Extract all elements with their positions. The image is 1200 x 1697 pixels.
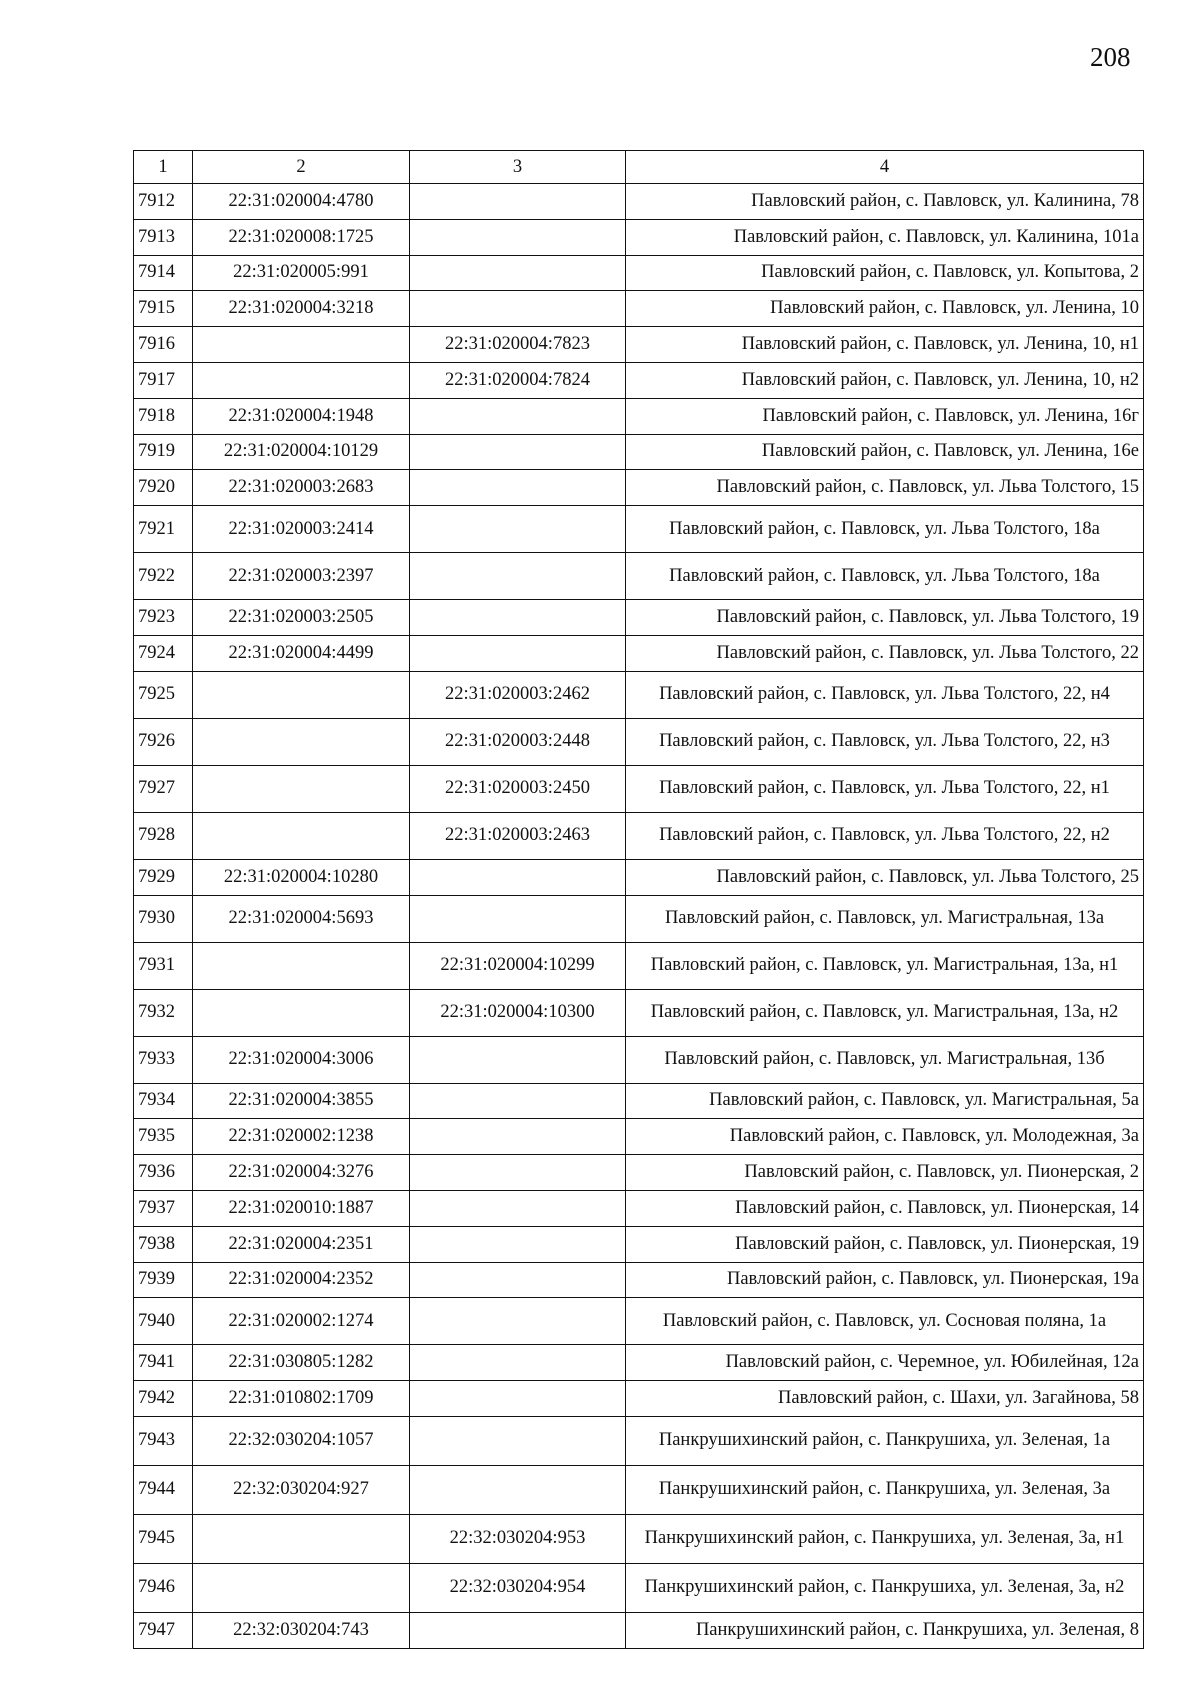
address-cell: Павловский район, с. Павловск, ул. Пионерская, 2	[626, 1155, 1144, 1191]
address-cell: Павловский район, с. Павловск, ул. Калинина, 78	[626, 184, 1144, 220]
cadastral-number-cell: 22:31:020004:3218	[193, 291, 410, 327]
table-row	[134, 812, 1144, 859]
cadastral-number-cell: 22:31:020004:2352	[193, 1262, 410, 1298]
sub-cadastral-number-cell	[410, 434, 626, 470]
cadastral-number-cell: 22:31:020002:1238	[193, 1119, 410, 1155]
cadastral-number-cell: 22:31:020002:1274	[193, 1298, 410, 1345]
cadastral-number-cell: 22:31:020004:4499	[193, 635, 410, 671]
row-number-cell: 7934	[134, 1083, 193, 1119]
address-cell: Павловский район, с. Павловск, ул. Магистральная, 5а	[626, 1083, 1144, 1119]
row-number-cell: 7937	[134, 1190, 193, 1226]
cadastral-number-cell	[193, 1514, 410, 1563]
table-row	[134, 1226, 1144, 1262]
address-cell: Павловский район, с. Павловск, ул. Калинина, 101а	[626, 219, 1144, 255]
row-number-cell: 7941	[134, 1345, 193, 1381]
address-cell: Павловский район, с. Павловск, ул. Льва Толстого, 18а	[626, 553, 1144, 600]
table-row	[134, 1036, 1144, 1083]
table-row	[134, 362, 1144, 398]
address-cell: Павловский район, с. Павловск, ул. Льва Толстого, 18а	[626, 506, 1144, 553]
row-number-cell: 7940	[134, 1298, 193, 1345]
sub-cadastral-number-cell	[410, 291, 626, 327]
cadastral-number-cell: 22:31:020003:2683	[193, 470, 410, 506]
row-number-cell: 7943	[134, 1416, 193, 1465]
cadastral-number-cell	[193, 989, 410, 1036]
table-row	[134, 1083, 1144, 1119]
address-cell: Панкрушихинский район, с. Панкрушиха, ул. Зеленая, 3а	[626, 1465, 1144, 1514]
cadastral-number-cell: 22:32:030204:743	[193, 1612, 410, 1648]
address-cell: Павловский район, с. Павловск, ул. Ленина, 10, н2	[626, 362, 1144, 398]
sub-cadastral-number-cell	[410, 1226, 626, 1262]
row-number-cell: 7914	[134, 255, 193, 291]
address-cell: Павловский район, с. Павловск, ул. Льва Толстого, 22, н2	[626, 812, 1144, 859]
cadastral-number-cell	[193, 362, 410, 398]
row-number-cell: 7942	[134, 1381, 193, 1417]
row-number-cell: 7932	[134, 989, 193, 1036]
cadastral-number-cell: 22:31:020004:3276	[193, 1155, 410, 1191]
row-number-cell: 7945	[134, 1514, 193, 1563]
row-number-cell: 7922	[134, 553, 193, 600]
address-cell: Павловский район, с. Павловск, ул. Пионерская, 19а	[626, 1262, 1144, 1298]
table-row	[134, 219, 1144, 255]
sub-cadastral-number-cell	[410, 255, 626, 291]
cadastral-number-cell: 22:31:020004:10129	[193, 434, 410, 470]
address-cell: Павловский район, с. Шахи, ул. Загайнова, 58	[626, 1381, 1144, 1417]
address-cell: Павловский район, с. Павловск, ул. Льва Толстого, 15	[626, 470, 1144, 506]
sub-cadastral-number-cell	[410, 1465, 626, 1514]
row-number-cell: 7939	[134, 1262, 193, 1298]
row-number-cell: 7915	[134, 291, 193, 327]
sub-cadastral-number-cell: 22:31:020003:2450	[410, 765, 626, 812]
address-cell: Павловский район, с. Павловск, ул. Ленина, 16е	[626, 434, 1144, 470]
page-number: 208	[1090, 42, 1131, 72]
table-row	[134, 635, 1144, 671]
table-row	[134, 1298, 1144, 1345]
row-number-cell: 7947	[134, 1612, 193, 1648]
cadastral-number-cell: 22:31:020008:1725	[193, 219, 410, 255]
column-header-4: 4	[626, 151, 1144, 184]
row-number-cell: 7916	[134, 327, 193, 363]
table-row	[134, 1563, 1144, 1612]
address-cell: Павловский район, с. Павловск, ул. Молодежная, 3а	[626, 1119, 1144, 1155]
table-row	[134, 255, 1144, 291]
sub-cadastral-number-cell	[410, 1155, 626, 1191]
address-cell: Павловский район, с. Павловск, ул. Магистральная, 13а, н1	[626, 942, 1144, 989]
cadastral-number-cell	[193, 327, 410, 363]
table-row	[134, 506, 1144, 553]
sub-cadastral-number-cell: 22:31:020004:7824	[410, 362, 626, 398]
row-number-cell: 7925	[134, 671, 193, 718]
cadastral-number-cell: 22:31:020004:1948	[193, 398, 410, 434]
sub-cadastral-number-cell: 22:31:020003:2463	[410, 812, 626, 859]
address-cell: Павловский район, с. Павловск, ул. Льва Толстого, 22, н3	[626, 718, 1144, 765]
sub-cadastral-number-cell: 22:32:030204:954	[410, 1563, 626, 1612]
sub-cadastral-number-cell	[410, 184, 626, 220]
sub-cadastral-number-cell	[410, 398, 626, 434]
sub-cadastral-number-cell: 22:31:020004:10299	[410, 942, 626, 989]
row-number-cell: 7933	[134, 1036, 193, 1083]
address-cell: Павловский район, с. Павловск, ул. Сосновая поляна, 1а	[626, 1298, 1144, 1345]
sub-cadastral-number-cell	[410, 600, 626, 636]
cadastral-number-cell: 22:31:020004:10280	[193, 859, 410, 895]
table-header-row	[134, 151, 1144, 184]
table-row	[134, 859, 1144, 895]
table-row	[134, 1465, 1144, 1514]
table-row	[134, 1190, 1144, 1226]
cadastral-number-cell: 22:31:030805:1282	[193, 1345, 410, 1381]
table-row	[134, 327, 1144, 363]
address-cell: Павловский район, с. Павловск, ул. Магистральная, 13а, н2	[626, 989, 1144, 1036]
column-header-2: 2	[193, 151, 410, 184]
address-cell: Павловский район, с. Павловск, ул. Льва Толстого, 22	[626, 635, 1144, 671]
table-row	[134, 398, 1144, 434]
table-row	[134, 1119, 1144, 1155]
address-cell: Павловский район, с. Черемное, ул. Юбилейная, 12а	[626, 1345, 1144, 1381]
cadastral-number-cell: 22:31:020003:2397	[193, 553, 410, 600]
row-number-cell: 7928	[134, 812, 193, 859]
row-number-cell: 7944	[134, 1465, 193, 1514]
cadastral-number-cell: 22:31:020004:3006	[193, 1036, 410, 1083]
sub-cadastral-number-cell	[410, 470, 626, 506]
table-row	[134, 1345, 1144, 1381]
cadastral-number-cell	[193, 671, 410, 718]
table-row	[134, 470, 1144, 506]
table-row	[134, 1381, 1144, 1417]
column-header-1: 1	[134, 151, 193, 184]
row-number-cell: 7918	[134, 398, 193, 434]
address-cell: Павловский район, с. Павловск, ул. Магистральная, 13а	[626, 895, 1144, 942]
table-row	[134, 1514, 1144, 1563]
row-number-cell: 7919	[134, 434, 193, 470]
sub-cadastral-number-cell: 22:31:020003:2462	[410, 671, 626, 718]
table-row	[134, 434, 1144, 470]
sub-cadastral-number-cell	[410, 506, 626, 553]
table-row	[134, 1155, 1144, 1191]
cadastral-number-cell: 22:31:020010:1887	[193, 1190, 410, 1226]
column-header-3: 3	[410, 151, 626, 184]
address-cell: Павловский район, с. Павловск, ул. Ленина, 10, н1	[626, 327, 1144, 363]
table-row	[134, 1612, 1144, 1648]
sub-cadastral-number-cell	[410, 1190, 626, 1226]
cadastral-number-cell: 22:32:030204:927	[193, 1465, 410, 1514]
table-row	[134, 1416, 1144, 1465]
table-row	[134, 718, 1144, 765]
row-number-cell: 7924	[134, 635, 193, 671]
address-cell: Павловский район, с. Павловск, ул. Магистральная, 13б	[626, 1036, 1144, 1083]
sub-cadastral-number-cell	[410, 219, 626, 255]
sub-cadastral-number-cell	[410, 1119, 626, 1155]
address-cell: Павловский район, с. Павловск, ул. Ленина, 10	[626, 291, 1144, 327]
row-number-cell: 7912	[134, 184, 193, 220]
cadastral-number-cell: 22:31:020003:2414	[193, 506, 410, 553]
cadastral-number-cell: 22:31:020004:3855	[193, 1083, 410, 1119]
sub-cadastral-number-cell	[410, 1345, 626, 1381]
address-cell: Панкрушихинский район, с. Панкрушиха, ул. Зеленая, 8	[626, 1612, 1144, 1648]
table-row	[134, 989, 1144, 1036]
sub-cadastral-number-cell	[410, 1416, 626, 1465]
sub-cadastral-number-cell	[410, 1036, 626, 1083]
address-cell: Павловский район, с. Павловск, ул. Пионерская, 14	[626, 1190, 1144, 1226]
sub-cadastral-number-cell	[410, 1612, 626, 1648]
cadastral-number-cell: 22:31:020004:5693	[193, 895, 410, 942]
row-number-cell: 7936	[134, 1155, 193, 1191]
address-cell: Павловский район, с. Павловск, ул. Льва Толстого, 22, н1	[626, 765, 1144, 812]
row-number-cell: 7913	[134, 219, 193, 255]
table-row	[134, 765, 1144, 812]
table-row	[134, 600, 1144, 636]
sub-cadastral-number-cell	[410, 1381, 626, 1417]
sub-cadastral-number-cell	[410, 553, 626, 600]
table-row	[134, 895, 1144, 942]
row-number-cell: 7931	[134, 942, 193, 989]
sub-cadastral-number-cell	[410, 1262, 626, 1298]
address-cell: Павловский район, с. Павловск, ул. Копытова, 2	[626, 255, 1144, 291]
address-cell: Павловский район, с. Павловск, ул. Пионерская, 19	[626, 1226, 1144, 1262]
address-cell: Павловский район, с. Павловск, ул. Льва Толстого, 25	[626, 859, 1144, 895]
row-number-cell: 7923	[134, 600, 193, 636]
row-number-cell: 7926	[134, 718, 193, 765]
cadastral-number-cell: 22:31:020005:991	[193, 255, 410, 291]
cadastral-number-cell: 22:31:020004:2351	[193, 1226, 410, 1262]
sub-cadastral-number-cell	[410, 635, 626, 671]
cadastral-number-cell	[193, 942, 410, 989]
row-number-cell: 7917	[134, 362, 193, 398]
sub-cadastral-number-cell	[410, 859, 626, 895]
table-row	[134, 1262, 1144, 1298]
table-row	[134, 184, 1144, 220]
address-cell: Павловский район, с. Павловск, ул. Льва Толстого, 19	[626, 600, 1144, 636]
row-number-cell: 7930	[134, 895, 193, 942]
address-cell: Павловский район, с. Павловск, ул. Ленина, 16г	[626, 398, 1144, 434]
cadastral-number-cell	[193, 812, 410, 859]
address-cell: Панкрушихинский район, с. Панкрушиха, ул. Зеленая, 3а, н2	[626, 1563, 1144, 1612]
row-number-cell: 7920	[134, 470, 193, 506]
table-row	[134, 671, 1144, 718]
row-number-cell: 7929	[134, 859, 193, 895]
sub-cadastral-number-cell: 22:31:020003:2448	[410, 718, 626, 765]
cadastral-number-cell: 22:31:020004:4780	[193, 184, 410, 220]
row-number-cell: 7946	[134, 1563, 193, 1612]
row-number-cell: 7938	[134, 1226, 193, 1262]
cadastral-number-cell: 22:31:010802:1709	[193, 1381, 410, 1417]
row-number-cell: 7927	[134, 765, 193, 812]
cadastral-register-table	[133, 150, 1144, 1649]
sub-cadastral-number-cell	[410, 1298, 626, 1345]
sub-cadastral-number-cell	[410, 895, 626, 942]
table-body	[134, 184, 1144, 1649]
cadastral-number-cell	[193, 718, 410, 765]
cadastral-number-cell	[193, 765, 410, 812]
row-number-cell: 7921	[134, 506, 193, 553]
table-row	[134, 553, 1144, 600]
table-row	[134, 942, 1144, 989]
cadastral-number-cell: 22:32:030204:1057	[193, 1416, 410, 1465]
sub-cadastral-number-cell: 22:31:020004:10300	[410, 989, 626, 1036]
sub-cadastral-number-cell: 22:32:030204:953	[410, 1514, 626, 1563]
cadastral-number-cell: 22:31:020003:2505	[193, 600, 410, 636]
address-cell: Панкрушихинский район, с. Панкрушиха, ул. Зеленая, 3а, н1	[626, 1514, 1144, 1563]
address-cell: Павловский район, с. Павловск, ул. Льва Толстого, 22, н4	[626, 671, 1144, 718]
address-cell: Панкрушихинский район, с. Панкрушиха, ул. Зеленая, 1а	[626, 1416, 1144, 1465]
table-row	[134, 291, 1144, 327]
row-number-cell: 7935	[134, 1119, 193, 1155]
cadastral-number-cell	[193, 1563, 410, 1612]
sub-cadastral-number-cell: 22:31:020004:7823	[410, 327, 626, 363]
sub-cadastral-number-cell	[410, 1083, 626, 1119]
